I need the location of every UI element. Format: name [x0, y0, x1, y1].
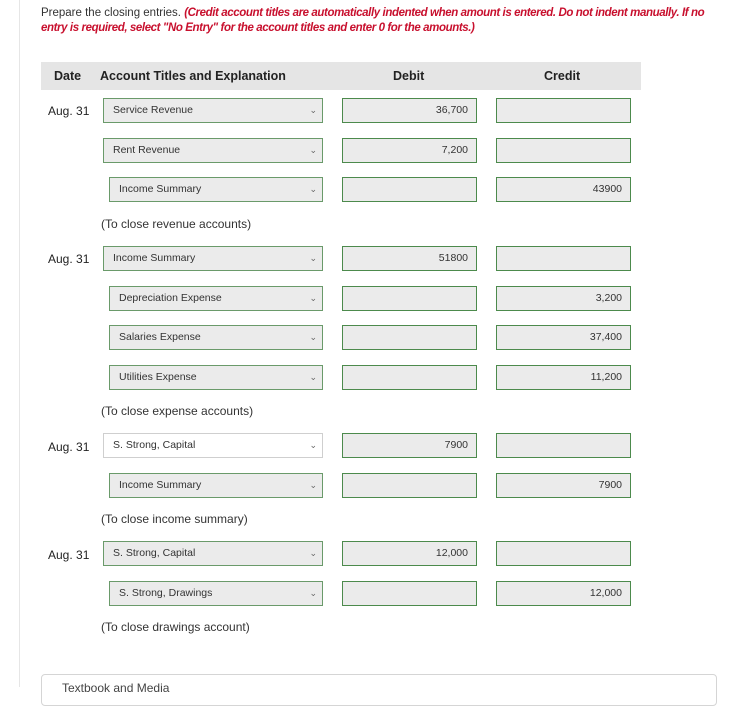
chevron-down-icon: ⌄ [309, 548, 317, 558]
account-select-value: Depreciation Expense [119, 292, 222, 304]
header-credit: Credit [544, 69, 581, 83]
debit-input[interactable] [342, 177, 477, 202]
header-date: Date [54, 69, 82, 83]
credit-input[interactable]: 3,200 [496, 286, 631, 311]
instructions-prefix: Prepare the closing entries. [41, 7, 185, 19]
entry-4-date: Aug. 31 [48, 548, 90, 562]
account-select[interactable] [103, 433, 323, 458]
credit-input[interactable] [496, 541, 631, 566]
credit-input[interactable]: 37,400 [496, 325, 631, 350]
account-select[interactable] [109, 473, 323, 498]
account-select-value: Income Summary [119, 479, 202, 491]
debit-input[interactable]: 51800 [342, 246, 477, 271]
credit-input[interactable]: 43900 [496, 177, 631, 202]
chevron-down-icon: ⌄ [309, 332, 317, 342]
account-select-value: S. Strong, Capital [113, 439, 196, 451]
account-select[interactable] [109, 286, 323, 311]
account-select[interactable] [109, 365, 323, 390]
account-select-value: Income Summary [119, 183, 202, 195]
debit-input[interactable] [342, 581, 477, 606]
account-select-value: Salaries Expense [119, 331, 201, 343]
credit-input[interactable]: 12,000 [496, 581, 631, 606]
account-select[interactable] [103, 246, 323, 271]
entry-1-note: (To close revenue accounts) [101, 217, 252, 231]
chevron-down-icon: ⌄ [309, 253, 317, 263]
account-select-value: Utilities Expense [119, 371, 197, 383]
debit-input[interactable] [342, 473, 477, 498]
instructions-emphasis: (Credit account titles are automatically indented when amount is entered. Do not indent manually. If no entry is required, select "No Entry" for the account titles and enter 0 for the amounts.) [41, 7, 705, 34]
chevron-down-icon: ⌄ [309, 588, 317, 598]
chevron-down-icon: ⌄ [309, 440, 317, 450]
account-select[interactable] [103, 541, 323, 566]
account-select-value: Rent Revenue [113, 144, 181, 156]
chevron-down-icon: ⌄ [309, 372, 317, 382]
credit-input[interactable] [496, 433, 631, 458]
chevron-down-icon: ⌄ [309, 105, 317, 115]
credit-input[interactable]: 11,200 [496, 365, 631, 390]
entry-3-date: Aug. 31 [48, 440, 90, 454]
debit-input[interactable] [342, 286, 477, 311]
entry-4-note: (To close drawings account) [101, 620, 250, 634]
textbook-media-panel[interactable] [41, 674, 717, 706]
chevron-down-icon: ⌄ [309, 184, 317, 194]
entry-2-note: (To close expense accounts) [101, 404, 254, 418]
header-account: Account Titles and Explanation [100, 69, 286, 83]
account-select-value: Service Revenue [113, 104, 193, 116]
entry-3-note: (To close income summary) [101, 512, 248, 526]
account-select[interactable] [109, 325, 323, 350]
chevron-down-icon: ⌄ [309, 480, 317, 490]
account-select-value: S. Strong, Drawings [119, 587, 213, 599]
debit-input[interactable]: 36,700 [342, 98, 477, 123]
left-rule [19, 0, 20, 687]
instructions [41, 6, 721, 36]
debit-input[interactable]: 12,000 [342, 541, 477, 566]
account-select[interactable] [103, 138, 323, 163]
account-select[interactable] [109, 177, 323, 202]
debit-input[interactable]: 7,200 [342, 138, 477, 163]
table-header [41, 62, 641, 90]
credit-input[interactable] [496, 98, 631, 123]
entry-2-date: Aug. 31 [48, 252, 90, 266]
debit-input[interactable] [342, 365, 477, 390]
chevron-down-icon: ⌄ [309, 145, 317, 155]
textbook-media-label: Textbook and Media [62, 681, 170, 695]
debit-input[interactable]: 7900 [342, 433, 477, 458]
entry-1-date: Aug. 31 [48, 104, 90, 118]
account-select[interactable] [109, 581, 323, 606]
credit-input[interactable] [496, 246, 631, 271]
account-select-value: S. Strong, Capital [113, 547, 196, 559]
account-select-value: Income Summary [113, 252, 196, 264]
debit-input[interactable] [342, 325, 477, 350]
account-select[interactable] [103, 98, 323, 123]
credit-input[interactable] [496, 138, 631, 163]
chevron-down-icon: ⌄ [309, 293, 317, 303]
credit-input[interactable]: 7900 [496, 473, 631, 498]
header-debit: Debit [393, 69, 425, 83]
